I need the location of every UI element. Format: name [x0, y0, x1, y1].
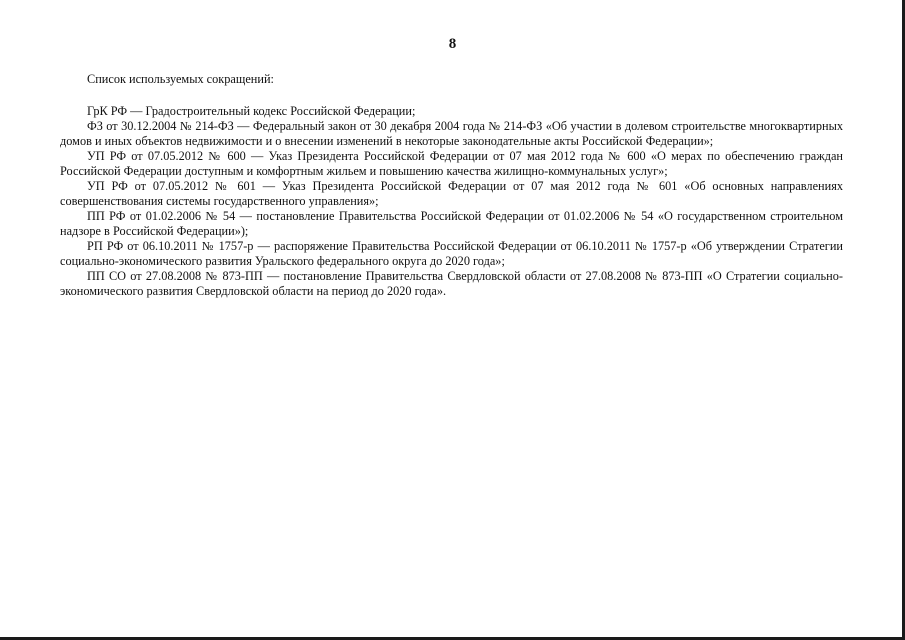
abbreviation-entry-grk-rf: ГрК РФ — Градостроительный кодекс Российской Федерации;	[87, 104, 416, 118]
abbreviation-entry-pp-rf-54: ПП РФ от 01.02.2006 № 54 — постановление Правительства Российской Федерации от 01.02.2006 № 54 «О государственном строительном надзоре в Российской Федерации»);	[60, 209, 843, 238]
abbreviations-list-title: Список используемых сокращений:	[87, 72, 274, 86]
abbreviation-entry-up-601: УП РФ от 07.05.2012 № 601 — Указ Президента Российской Федерации от 07 мая 2012 года № 601 «Об основных направлениях совершенствования системы государственного управления»;	[60, 179, 843, 208]
abbreviations-list	[60, 104, 843, 299]
abbreviation-entry-up-600: УП РФ от 07.05.2012 № 600 — Указ Президента Российской Федерации от 07 мая 2012 года № 600 «О мерах по обеспечению граждан Российской Федерации доступным и комфортным жильем и повышению качества жилищно-коммунальных услуг»;	[60, 149, 843, 178]
abbreviation-entry-fz-214: ФЗ от 30.12.2004 № 214-ФЗ — Федеральный закон от 30 декабря 2004 года № 214-ФЗ «Об участии в долевом строительстве многоквартирных домов и иных объектов недвижимости и о внесении изменений в некоторые законодательные акты Российской Федерации»;	[60, 119, 843, 148]
document-body	[60, 72, 843, 299]
page-number: 8	[448, 36, 457, 52]
abbreviation-entry-pp-so-873: ПП СО от 27.08.2008 № 873-ПП — постановление Правительства Свердловской области от 27.08.2008 № 873-ПП «О Стратегии социально-экономического развития Свердловской области на период до 2020 года».	[60, 269, 843, 298]
abbreviation-entry-rp-rf-1757: РП РФ от 06.10.2011 № 1757-р — распоряжение Правительства Российской Федерации от 06.10.2011 № 1757-р «Об утверждении Стратегии социально-экономического развития Уральского федерального округа до 2020 года»;	[60, 239, 843, 268]
